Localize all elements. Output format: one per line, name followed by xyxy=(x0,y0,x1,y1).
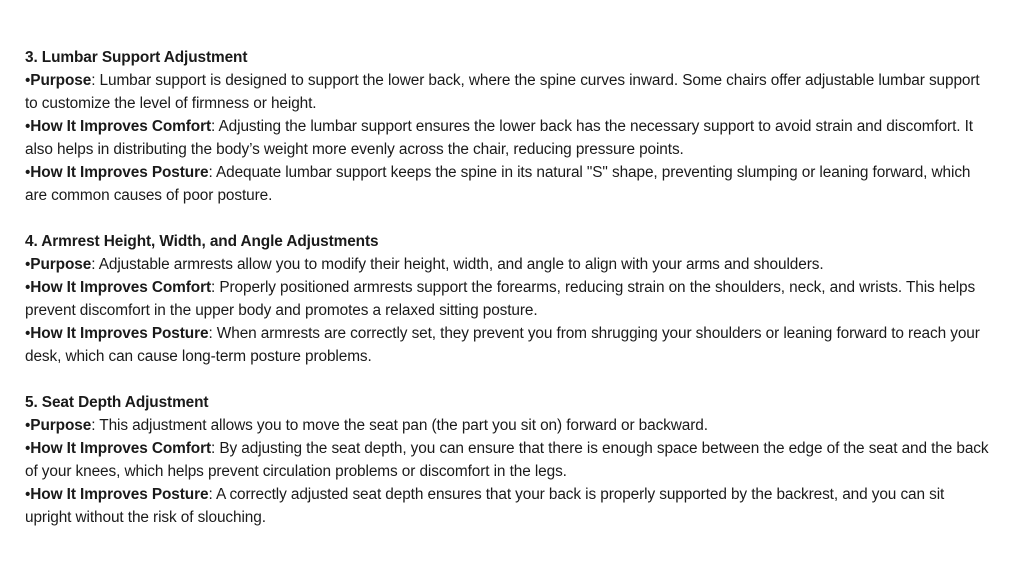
bullet-label: How It Improves Comfort xyxy=(30,118,211,135)
bullet-item-purpose: •Purpose: Lumbar support is designed to support the lower back, where the spine curves inward. Some chairs offer adjustable lumbar support to customize the level of firmness or height. xyxy=(25,72,980,112)
section-heading: 4. Armrest Height, Width, and Angle Adjustments xyxy=(25,233,379,250)
bullet-item-posture: •How It Improves Posture: When armrests are correctly set, they prevent you from shrugging your shoulders or leaning forward to reach your desk, which can cause long-term posture problems. xyxy=(25,325,980,365)
bullet-label: How It Improves Posture xyxy=(30,486,209,503)
bullet-item-comfort: •How It Improves Comfort: Properly positioned armrests support the forearms, reducing strain on the shoulders, neck, and wrists. This helps prevent discomfort in the upper body and promotes a relaxed sitting posture. xyxy=(25,279,976,319)
bullet-item-purpose: •Purpose: Adjustable armrests allow you to modify their height, width, and angle to align with your arms and shoulders. xyxy=(25,256,824,273)
bullet-text: : This adjustment allows you to move the seat pan (the part you sit on) forward or backward. xyxy=(91,417,708,434)
section-heading: 3. Lumbar Support Adjustment xyxy=(25,49,248,66)
bullet-text: : By adjusting the seat depth, you can ensure that there is enough space between the edge of the seat and the back of your knees, which helps prevent circulation problems or discomfort in the legs. xyxy=(25,440,989,480)
bullet-label: How It Improves Posture xyxy=(30,164,209,181)
bullet-label: Purpose xyxy=(30,256,92,273)
bullet-label: How It Improves Posture xyxy=(30,325,209,342)
section-seat-depth xyxy=(25,391,994,529)
bullet-item-posture: •How It Improves Posture: A correctly adjusted seat depth ensures that your back is properly supported by the backrest, and you can sit upright without the risk of slouching. xyxy=(25,486,945,526)
bullet-item-comfort: •How It Improves Comfort: Adjusting the lumbar support ensures the lower back has the necessary support to avoid strain and discomfort. It also helps in distributing the body’s weight more evenly across the chair, reducing pressure points. xyxy=(25,118,973,158)
section-armrest-adjustments xyxy=(25,230,994,368)
bullet-text: : Adjusting the lumbar support ensures the lower back has the necessary support to avoid strain and discomfort. It also helps in distributing the body’s weight more evenly across the chair, reducing pressure points. xyxy=(25,118,973,158)
section-lumbar-support xyxy=(25,46,994,207)
section-heading: 5. Seat Depth Adjustment xyxy=(25,394,209,411)
bullet-label: Purpose xyxy=(30,72,92,89)
bullet-text: : Adjustable armrests allow you to modify their height, width, and angle to align with your arms and shoulders. xyxy=(91,256,824,273)
bullet-item-purpose: •Purpose: This adjustment allows you to move the seat pan (the part you sit on) forward or backward. xyxy=(25,417,708,434)
bullet-text: : Lumbar support is designed to support the lower back, where the spine curves inward. Some chairs offer adjustable lumbar support to customize the level of firmness or height. xyxy=(25,72,980,112)
bullet-label: How It Improves Comfort xyxy=(30,440,211,457)
bullet-item-comfort: •How It Improves Comfort: By adjusting the seat depth, you can ensure that there is enough space between the edge of the seat and the back of your knees, which helps prevent circulation problems or discomfort in the legs. xyxy=(25,440,989,480)
bullet-text: : Properly positioned armrests support the forearms, reducing strain on the shoulders, neck, and wrists. This helps prevent discomfort in the upper body and promotes a relaxed sitting posture. xyxy=(25,279,976,319)
bullet-text: : When armrests are correctly set, they prevent you from shrugging your shoulders or leaning forward to reach your desk, which can cause long-term posture problems. xyxy=(25,325,980,365)
bullet-text: : Adequate lumbar support keeps the spine in its natural "S" shape, preventing slumping or leaning forward, which are common causes of poor posture. xyxy=(25,164,971,204)
bullet-label: How It Improves Comfort xyxy=(30,279,211,296)
bullet-item-posture: •How It Improves Posture: Adequate lumbar support keeps the spine in its natural "S" shape, preventing slumping or leaning forward, which are common causes of poor posture. xyxy=(25,164,971,204)
bullet-text: : A correctly adjusted seat depth ensures that your back is properly supported by the backrest, and you can sit upright without the risk of slouching. xyxy=(25,486,945,526)
bullet-label: Purpose xyxy=(30,417,92,434)
